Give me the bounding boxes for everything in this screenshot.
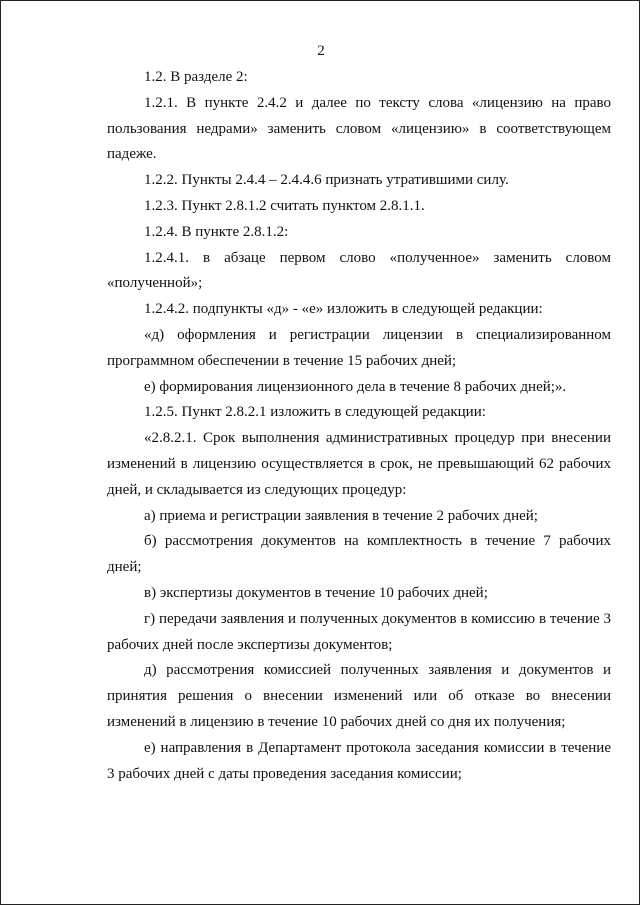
procedure-g: г) передачи заявления и полученных документов в комиссию в течение 3 рабочих дней после экспертизы документов; (107, 610, 611, 653)
procedure-v: в) экспертизы документов в течение 10 рабочих дней; (144, 584, 488, 601)
subitem-e-licensing: е) формирования лицензионного дела в течение 8 рабочих дней;». (144, 378, 567, 395)
document-body (107, 65, 611, 787)
paragraph-1-2-4: 1.2.4. В пункте 2.8.1.2: (144, 223, 289, 240)
paragraph-1-2: 1.2. В разделе 2: (144, 69, 248, 85)
procedure-a: а) приема и регистрации заявления в течение 2 рабочих дней; (144, 507, 538, 524)
paragraph-1-2-3: 1.2.3. Пункт 2.8.1.2 считать пунктом 2.8.1.1. (144, 197, 425, 214)
paragraph-1-2-5: 1.2.5. Пункт 2.8.2.1 изложить в следующей редакции: (144, 404, 486, 421)
subitem-d-licensing: «д) оформления и регистрации лицензии в специализированном программном обеспечении в течение 15 рабочих дней; (107, 326, 611, 369)
paragraph-1-2-4-1: 1.2.4.1. в абзаце первом слово «полученное» заменить словом «полученной»; (107, 249, 611, 292)
procedure-e: е) направления в Департамент протокола заседания комиссии в течение 3 рабочих дней с даты проведения заседания комиссии; (107, 739, 611, 782)
procedure-b: б) рассмотрения документов на комплектность в течение 7 рабочих дней; (107, 533, 611, 576)
paragraph-2-8-2-1: «2.8.2.1. Срок выполнения административных процедур при внесении изменений в лицензию осуществляется в срок, не превышающий 62 рабочих дней, и складывается из следующих процедур: (107, 430, 611, 498)
paragraph-1-2-2: 1.2.2. Пункты 2.4.4 – 2.4.4.6 признать утратившими силу. (144, 172, 509, 189)
page-number: 2 (317, 43, 325, 59)
paragraph-1-2-4-2: 1.2.4.2. подпункты «д» - «е» изложить в следующей редакции: (144, 301, 543, 318)
paragraph-1-2-1: 1.2.1. В пункте 2.4.2 и далее по тексту слова «лицензию на право пользования недрами» заменить словом «лицензию» в соответствующем падеже. (107, 94, 611, 163)
procedure-d: д) рассмотрения комиссией полученных заявления и документов и принятия решения о внесении изменений или об отказе во внесении изменений в лицензию в течение 10 рабочих дней со дня их получения; (107, 662, 611, 730)
